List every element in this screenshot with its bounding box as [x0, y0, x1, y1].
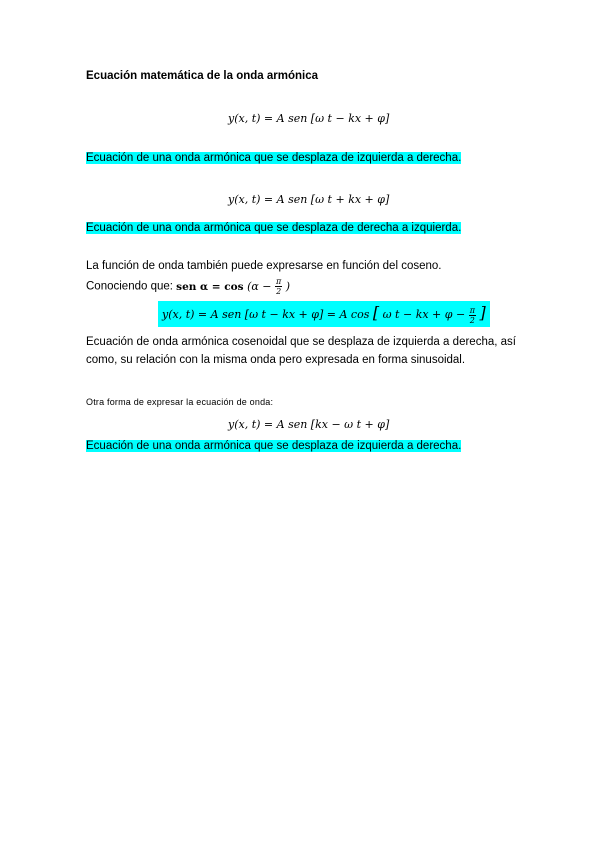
highlighted-description-4	[86, 440, 461, 452]
document-title: Ecuación matemática de la onda armónica	[86, 70, 318, 82]
highlighted-description-2	[86, 222, 461, 234]
fraction-denominator: 2	[469, 315, 475, 325]
identity-equation	[176, 277, 291, 296]
description-text: Ecuación de una onda armónica que se desplaza de derecha a izquierda.	[86, 222, 462, 234]
identity-line	[86, 277, 290, 296]
other-form-label: Otra forma de expresar la ecuación de onda:	[86, 397, 274, 407]
equation-sine-right-to-left: y(x, t) = A sen [ω t + kx + φ]	[228, 193, 390, 206]
description-text: Ecuación de una onda armónica que se desplaza de izquierda a derecha.	[86, 440, 462, 452]
knowing-label: Conociendo que:	[86, 280, 173, 293]
identity-arg-left: (α −	[247, 279, 272, 293]
description-text: Ecuación de una onda armónica que se desplaza de izquierda a derecha.	[86, 152, 462, 164]
pi-over-two-fraction	[469, 306, 476, 325]
highlighted-description-1	[86, 152, 461, 164]
fraction-denominator: 2	[276, 287, 282, 296]
equation-sine-alternate: y(x, t) = A sen [kx − ω t + φ]	[228, 418, 390, 431]
fraction-numerator: π	[469, 305, 475, 315]
cosine-intro-text: La función de onda también puede expresarse en función del coseno.	[86, 260, 442, 272]
identity-arg-right: )	[285, 279, 291, 293]
cosine-description-paragraph: Ecuación de onda armónica cosenoidal que se desplaza de izquierda a derecha, así como, su relación con la misma onda pero expresada en forma sinusoidal.	[86, 336, 516, 366]
bracket-open: [	[372, 303, 380, 322]
fraction-numerator: π	[276, 277, 282, 286]
cosine-equation-highlight	[158, 301, 490, 327]
pi-over-two-fraction	[275, 277, 282, 296]
identity-lhs: sen α = cos	[176, 280, 244, 293]
equation-sine-left-to-right: y(x, t) = A sen [ω t − kx + φ]	[228, 112, 390, 125]
cosine-equation-left: y(x, t) = A sen [ω t − kx + φ] = A cos	[162, 308, 370, 321]
cosine-equation-inner: ω t − kx + φ −	[382, 308, 466, 321]
bracket-close: ]	[479, 303, 486, 322]
